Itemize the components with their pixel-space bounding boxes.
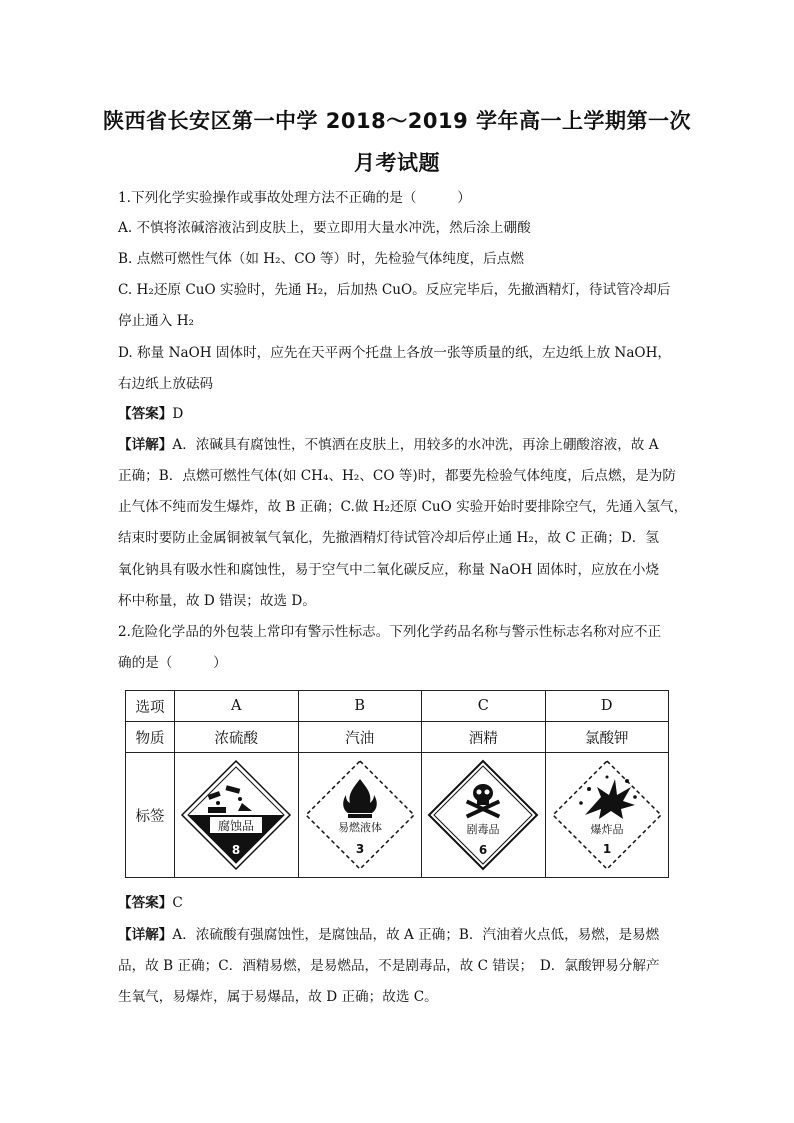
corrosive-icon <box>178 757 294 873</box>
sign-num-a: 8 <box>232 843 241 857</box>
sign-text-d: 爆炸品 <box>590 823 624 836</box>
q1-detail-3: 止气体不纯而发生爆炸，故 B 正确；C.做 H₂还原 CuO 实验开始时要排除空气，先通入氢气， <box>118 499 688 515</box>
substance-d: 氯酸钾 <box>545 722 669 753</box>
sign-num-c: 6 <box>479 843 488 857</box>
q2-answer <box>118 893 183 913</box>
flame-icon <box>302 757 418 873</box>
detail-tag: 【详解】 <box>118 927 173 943</box>
doc-title-line1: 陕西省长安区第一中学 2018～2019 学年高一上学期第一次 <box>102 109 691 133</box>
q1-detail-6: 杯中称量，故 D 错误；故选 D。 <box>118 593 316 609</box>
hazard-sign-c <box>422 753 546 878</box>
substance-row-label: 物质 <box>126 722 175 753</box>
substance-a: 浓硫酸 <box>175 722 299 753</box>
substance-c: 酒精 <box>422 722 546 753</box>
answer-value: D <box>172 406 184 422</box>
hazard-table <box>125 690 669 878</box>
hazard-sign-d <box>545 753 669 878</box>
q1-option-c-cont: 停止通入 H₂ <box>118 313 194 329</box>
q2-stem: 2.危险化学品的外包装上常印有警示性标志。下列化学药品名称与警示性标志名称对应不正 <box>118 624 662 640</box>
q2-detail-2: 品，故 B 正确；C．酒精易燃，是易燃品，不是剧毒品，故 C 错误； D．氯酸钾易分解产 <box>118 958 660 974</box>
q1-option-b: B. 点燃可燃性气体（如 H₂、CO 等）时，先检验气体纯度，后点燃 <box>118 251 524 267</box>
answer-tag: 【答案】 <box>118 895 173 911</box>
q1-detail-4: 结束时要防止金属铜被氧气氧化，先撤酒精灯待试管冷却后停止通 H₂，故 C 正确；D．氢 <box>118 530 659 546</box>
sign-text-a: 腐蚀品 <box>218 819 255 833</box>
q1-answer <box>118 404 183 424</box>
sign-num-b: 3 <box>355 842 364 856</box>
table-row <box>126 722 669 753</box>
table-header-label: 选项 <box>126 691 175 722</box>
q2-detail-1 <box>118 925 659 945</box>
table-row <box>126 691 669 722</box>
q2-detail-3: 生氧气，易爆炸，属于易爆品，故 D 正确；故选 C。 <box>118 989 438 1005</box>
explosion-icon <box>549 757 665 873</box>
sign-num-d: 1 <box>602 842 611 856</box>
q1-option-d: D. 称量 NaOH 固体时，应先在天平两个托盘上各放一张等质量的纸，左边纸上放 NaOH， <box>118 345 672 361</box>
q2-stem-cont: 确的是（ ） <box>118 655 227 671</box>
q1-detail-1 <box>118 435 659 455</box>
answer-tag: 【答案】 <box>118 406 173 422</box>
answer-value: C <box>172 895 183 911</box>
q1-detail-5: 氧化钠具有吸水性和腐蚀性，易于空气中二氧化碳反应，称量 NaOH 固体时，应放在小烧 <box>118 562 660 578</box>
substance-b: 汽油 <box>298 722 422 753</box>
q1-option-c: C. H₂还原 CuO 实验时，先通 H₂，后加热 CuO。反应完毕后，先撤酒精灯，待试管冷却后 <box>118 282 671 298</box>
skull-icon <box>425 757 541 873</box>
option-a-header: A <box>175 691 299 722</box>
doc-title-line2: 月考试题 <box>354 151 440 175</box>
detail-tag: 【详解】 <box>118 437 173 453</box>
q1-stem: 1.下列化学实验操作或事故处理方法不正确的是（ ） <box>118 190 471 206</box>
sign-text-c: 剧毒品 <box>466 823 500 836</box>
option-b-header: B <box>298 691 422 722</box>
sign-text-b: 易燃液体 <box>337 821 382 834</box>
q1-detail-2: 正确；B．点燃可燃性气体(如 CH₄、H₂、CO 等)时，都要先检验气体纯度，后点燃，是为防 <box>118 468 676 484</box>
hazard-sign-b <box>298 753 422 878</box>
label-row-label: 标签 <box>126 753 175 878</box>
table-row <box>126 753 669 878</box>
option-d-header: D <box>545 691 669 722</box>
hazard-sign-a <box>175 753 299 878</box>
option-c-header: C <box>422 691 546 722</box>
detail-text: A．浓碱具有腐蚀性，不慎洒在皮肤上，用较多的水冲洗，再涂上硼酸溶液，故 A <box>172 437 659 453</box>
detail-text: A．浓硫酸有强腐蚀性，是腐蚀品，故 A 正确；B．汽油着火点低，易燃，是易燃 <box>172 927 660 943</box>
q1-option-a: A. 不慎将浓碱溶液沾到皮肤上，要立即用大量水冲洗，然后涂上硼酸 <box>118 220 531 236</box>
q1-option-d-cont: 右边纸上放砝码 <box>118 376 214 392</box>
